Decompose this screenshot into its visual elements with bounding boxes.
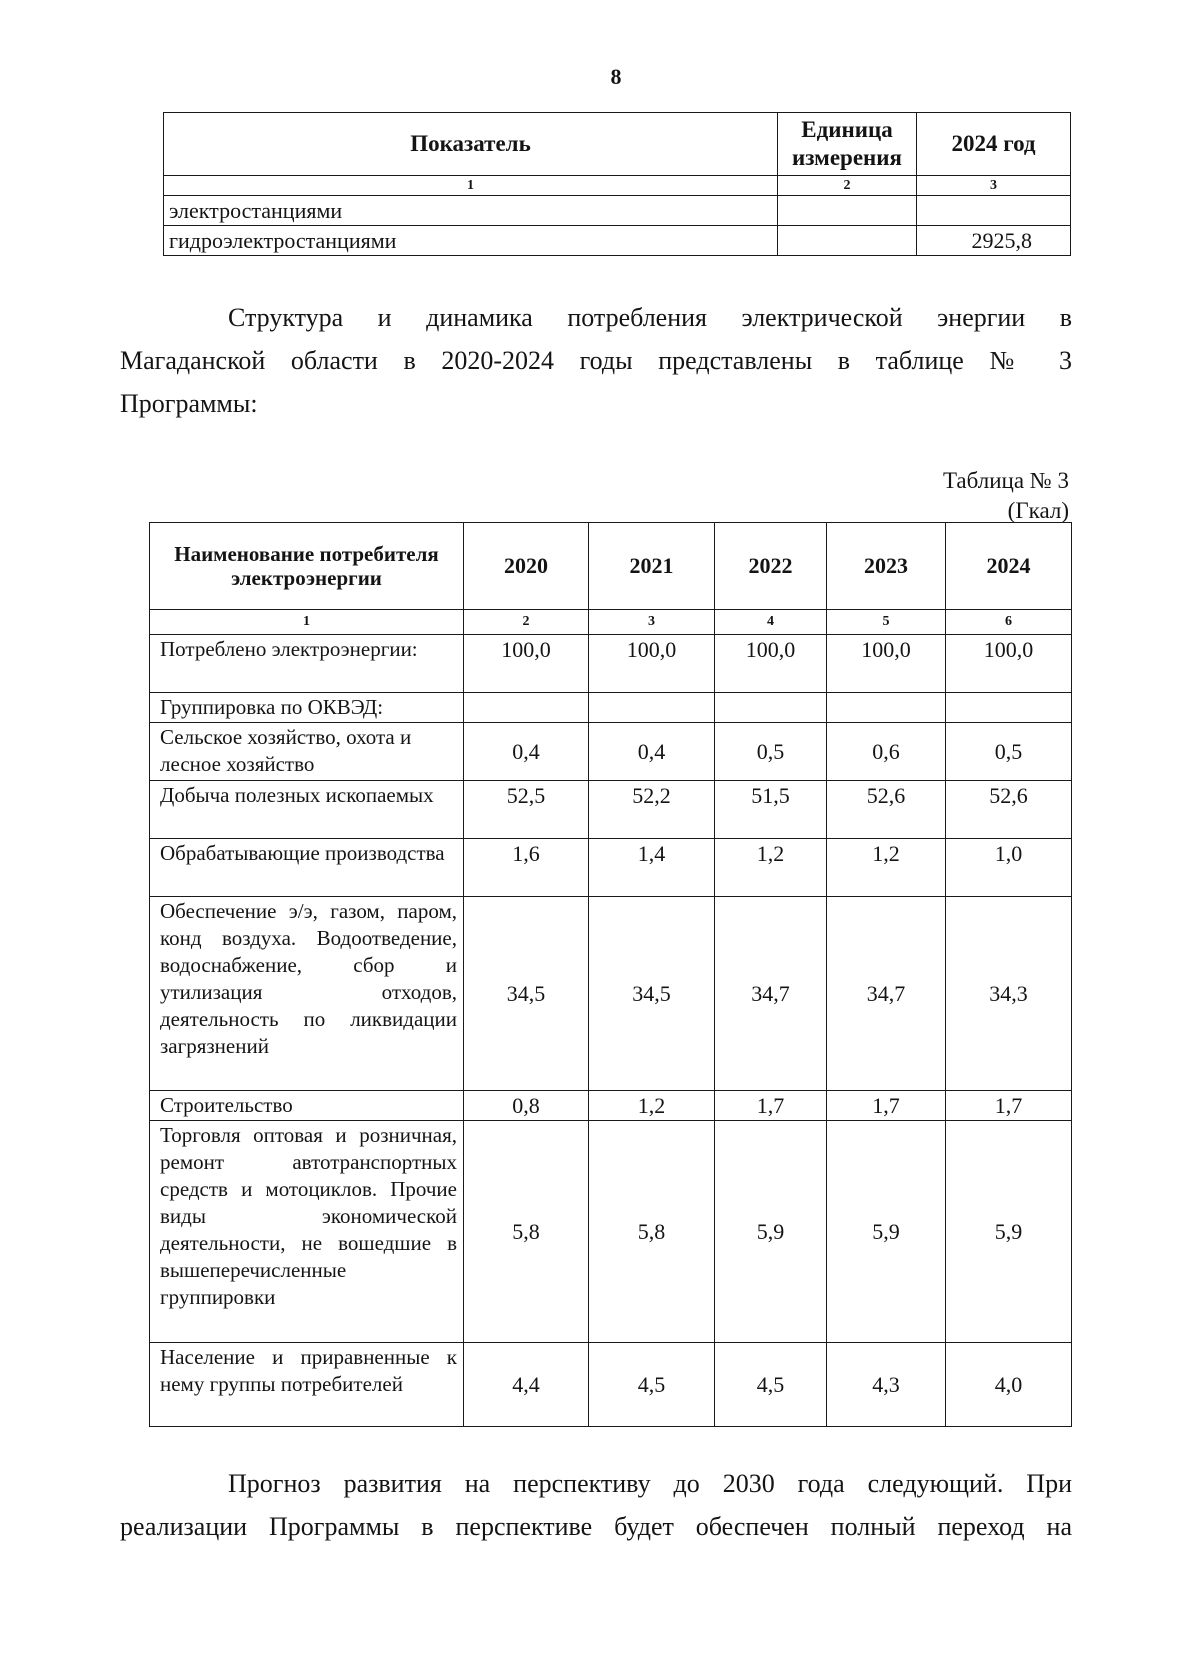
value-cell: 1,7 <box>715 1091 827 1121</box>
value-cell <box>589 693 715 723</box>
row-value <box>917 196 1071 226</box>
header-year: 2024 год <box>917 113 1071 176</box>
value-cell: 100,0 <box>946 635 1072 693</box>
header-year: 2021 <box>589 523 715 610</box>
header-consumer-name: Наименование потребителя электроэнергии <box>150 523 464 610</box>
table-row <box>150 693 1072 723</box>
page-number: 8 <box>610 64 622 89</box>
value-cell: 100,0 <box>827 635 946 693</box>
value-cell: 1,7 <box>946 1091 1072 1121</box>
column-number: 1 <box>150 610 464 635</box>
table-row <box>150 1091 1072 1121</box>
indicator-table <box>163 112 1071 256</box>
value-cell: 100,0 <box>589 635 715 693</box>
paragraph-line: Прогноз развития на перспективу до 2030 года следующий. При <box>228 1469 1072 1498</box>
row-label: гидроэлектростанциями <box>164 226 778 256</box>
column-number: 3 <box>589 610 715 635</box>
value-cell: 100,0 <box>464 635 589 693</box>
consumer-name: Группировка по ОКВЭД: <box>150 693 464 723</box>
column-number: 2 <box>778 176 917 196</box>
value-cell: 100,0 <box>715 635 827 693</box>
value-cell: 5,8 <box>464 1121 589 1343</box>
row-unit <box>778 196 917 226</box>
forecast-paragraph <box>120 1462 1072 1548</box>
table-row <box>150 723 1072 781</box>
table-caption <box>800 466 1069 526</box>
table-row <box>150 635 1072 693</box>
value-cell: 1,6 <box>464 839 589 897</box>
value-cell: 34,5 <box>464 897 589 1091</box>
value-cell: 52,6 <box>827 781 946 839</box>
indicator-table-header <box>164 113 1071 176</box>
value-cell <box>827 693 946 723</box>
value-cell: 1,4 <box>589 839 715 897</box>
column-number: 3 <box>917 176 1071 196</box>
value-cell <box>715 693 827 723</box>
value-cell: 1,2 <box>589 1091 715 1121</box>
table-row <box>150 781 1072 839</box>
value-cell: 0,4 <box>464 723 589 781</box>
value-cell: 52,6 <box>946 781 1072 839</box>
value-cell: 34,3 <box>946 897 1072 1091</box>
value-cell: 34,7 <box>715 897 827 1091</box>
header-indicator: Показатель <box>164 113 778 176</box>
value-cell: 34,5 <box>589 897 715 1091</box>
intro-paragraph <box>120 296 1072 425</box>
value-cell <box>946 693 1072 723</box>
header-year: 2020 <box>464 523 589 610</box>
value-cell: 5,9 <box>946 1121 1072 1343</box>
table-row <box>150 897 1072 1091</box>
column-number: 2 <box>464 610 589 635</box>
header-year: 2022 <box>715 523 827 610</box>
value-cell: 4,3 <box>827 1343 946 1427</box>
column-number: 1 <box>164 176 778 196</box>
value-cell: 0,5 <box>715 723 827 781</box>
value-cell: 4,0 <box>946 1343 1072 1427</box>
consumption-table-header <box>150 523 1072 610</box>
value-cell: 52,5 <box>464 781 589 839</box>
value-cell: 52,2 <box>589 781 715 839</box>
value-cell <box>464 693 589 723</box>
paragraph-line: реализации Программы в перспективе будет обеспечен полный переход на <box>120 1512 1072 1541</box>
consumer-name: Сельское хозяйство, охота и лесное хозяйство <box>150 723 464 781</box>
value-cell: 51,5 <box>715 781 827 839</box>
paragraph-line: Структура и динамика потребления электрической энергии в <box>228 303 1072 332</box>
value-cell: 1,2 <box>827 839 946 897</box>
indicator-table-column-numbers <box>164 176 1071 196</box>
table-unit: (Гкал) <box>1007 498 1069 523</box>
row-unit <box>778 226 917 256</box>
value-cell: 1,7 <box>827 1091 946 1121</box>
consumption-table-column-numbers <box>150 610 1072 635</box>
value-cell: 0,6 <box>827 723 946 781</box>
header-unit: Единица измерения <box>778 113 917 176</box>
paragraph-line: Магаданской области в 2020-2024 годы представлены в таблице № 3 <box>120 346 1072 375</box>
value-cell: 0,5 <box>946 723 1072 781</box>
value-cell: 5,9 <box>827 1121 946 1343</box>
value-cell: 0,4 <box>589 723 715 781</box>
header-year: 2023 <box>827 523 946 610</box>
value-cell: 1,2 <box>715 839 827 897</box>
consumer-name: Строительство <box>150 1091 464 1121</box>
table-row <box>150 1343 1072 1427</box>
row-value: 2925,8 <box>917 226 1071 256</box>
consumer-name: Обрабатывающие производства <box>150 839 464 897</box>
table-row <box>164 226 1071 256</box>
consumer-name: Потреблено электроэнергии: <box>150 635 464 693</box>
consumption-table <box>149 522 1072 1427</box>
value-cell: 4,5 <box>589 1343 715 1427</box>
consumer-name: Добыча полезных ископаемых <box>150 781 464 839</box>
table-row <box>150 1121 1072 1343</box>
table-row <box>150 839 1072 897</box>
consumer-name: Обеспечение э/э, газом, паром, конд воздуха. Водоотведение, водоснабжение, сбор и утилизация отходов, деятельность по ликвидации загрязнений <box>150 897 464 1091</box>
value-cell: 5,9 <box>715 1121 827 1343</box>
column-number: 5 <box>827 610 946 635</box>
paragraph-line: Программы: <box>120 389 258 418</box>
consumer-name: Население и приравненные к нему группы потребителей <box>150 1343 464 1427</box>
header-year: 2024 <box>946 523 1072 610</box>
table-row <box>164 196 1071 226</box>
column-number: 4 <box>715 610 827 635</box>
value-cell: 4,4 <box>464 1343 589 1427</box>
column-number: 6 <box>946 610 1072 635</box>
value-cell: 4,5 <box>715 1343 827 1427</box>
value-cell: 0,8 <box>464 1091 589 1121</box>
value-cell: 5,8 <box>589 1121 715 1343</box>
value-cell: 1,0 <box>946 839 1072 897</box>
table-title: Таблица № 3 <box>942 468 1069 493</box>
value-cell: 34,7 <box>827 897 946 1091</box>
row-label: электростанциями <box>164 196 778 226</box>
consumer-name: Торговля оптовая и розничная, ремонт автотранспортных средств и мотоциклов. Прочие виды экономической деятельности, не вошедшие в вышеперечисленные группировки <box>150 1121 464 1343</box>
